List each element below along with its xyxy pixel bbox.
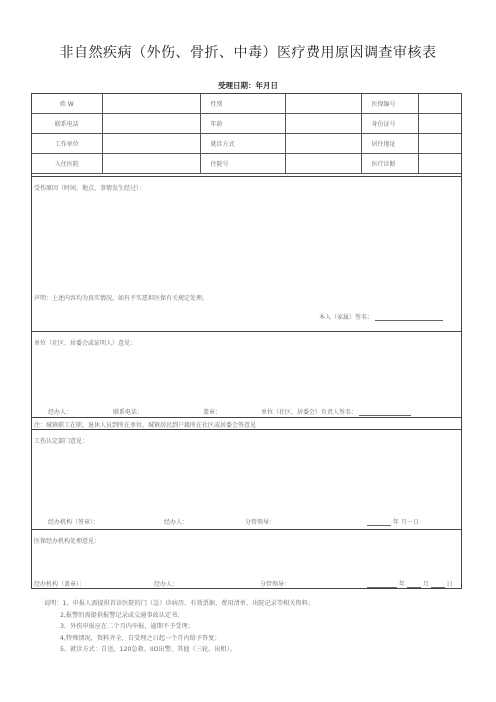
insurance-number-field[interactable] (418, 94, 461, 114)
dept-leader-label: 分管领导： (245, 519, 276, 526)
employer-field[interactable] (102, 134, 200, 154)
hospital-label: 入住医院 (32, 154, 102, 174)
date-underline (367, 519, 391, 526)
age-label: 年龄 (200, 114, 285, 134)
address-label: 居住地址 (361, 134, 418, 154)
inpatient-number-label: 住院号 (200, 154, 285, 174)
unit-opinion-label: 单位（社区、居委会或证明人）意见： (34, 340, 137, 347)
phone-label: 联系电话 (32, 114, 102, 134)
unit-stamp-label: 盖章： (203, 409, 222, 416)
diagnosis-label: 医疗诊断 (361, 154, 418, 174)
phone-field[interactable] (102, 114, 200, 134)
date-year: 年 (398, 581, 405, 588)
insurance-handler-label: 经办人： (154, 581, 179, 588)
insurance-date[interactable] (367, 579, 453, 588)
agency-sign-label: 经办机构（签章）： (48, 519, 100, 526)
id-number-field[interactable] (418, 114, 461, 134)
diagnosis-field[interactable] (418, 154, 461, 174)
visit-method-field[interactable] (285, 134, 361, 154)
insurance-opinion-label: 医保经办机构处理意见： (34, 538, 101, 545)
insurance-leader-label: 分管领导： (260, 581, 291, 588)
instructions (44, 598, 314, 656)
name-field[interactable] (102, 94, 200, 114)
table-row (32, 154, 461, 174)
gender-field[interactable] (285, 94, 361, 114)
injury-cause-section[interactable] (32, 176, 461, 332)
date-day: 日 (446, 581, 453, 588)
month-underline (407, 581, 421, 588)
work-injury-section[interactable] (32, 429, 461, 530)
signature-line[interactable] (319, 312, 443, 321)
declaration-text: 声明：上述内容均为真实情况，如有不实愿担医保有关规定处理。 (34, 295, 209, 302)
note-line: 2,报警的需提供报警记录或交通事故认定书； (60, 611, 184, 619)
note-line: 说明：1、申报人需提供首诊医院的门（急）诊病历、有效票据、费用清单、出院记录等相关资料； (44, 600, 314, 607)
name-label: 姓 W (32, 94, 102, 114)
injury-cause-label: 受伤原因（时间、地点、事情发生经过）： (34, 185, 146, 192)
dept-date-text: 年 月一日 (392, 519, 419, 526)
year-underline (367, 581, 397, 588)
date-month: 月 (422, 581, 429, 588)
note-line: 3、外伤申报应在二个月内申报，逾期不予受理； (60, 623, 194, 630)
inpatient-number-field[interactable] (285, 154, 361, 174)
id-number-label: 身份证号 (361, 114, 418, 134)
review-form (31, 93, 462, 589)
unit-leader-signature[interactable] (261, 407, 411, 416)
unit-leader-label: 单位（社区、居委会）负责人签名： (261, 409, 358, 416)
applicant-info-table (32, 94, 461, 174)
address-field[interactable] (418, 134, 461, 154)
age-field[interactable] (285, 114, 361, 134)
employer-label: 工作单位 (32, 134, 102, 154)
work-injury-label: 工伤认定部门意见： (34, 438, 89, 445)
note-line: 4,特殊情况，资料齐全，自受理之日起一个月内给予答复； (60, 634, 221, 642)
unit-phone-label: 联系电话： (113, 409, 144, 416)
signature-underline (375, 314, 443, 321)
dept-handler-label: 经办人： (164, 519, 189, 526)
hospital-field[interactable] (102, 154, 200, 174)
unit-opinion-section[interactable] (32, 331, 461, 430)
unit-handler-label: 经办人： (48, 409, 73, 416)
table-row (32, 94, 461, 114)
note-line: 5、就诊方式：自送、120急救、IIO出警、其他（三轮、出租）。 (60, 646, 236, 653)
signature-label: 本人（家属）签名： (319, 314, 374, 321)
unit-leader-underline (359, 409, 411, 416)
table-row (32, 114, 461, 134)
insurance-number-label: 医保编号 (361, 94, 418, 114)
page-title: 非自然疾病（外伤、骨折、中毒）医疗费用原因调查审核表 (59, 45, 437, 61)
day-underline (431, 581, 445, 588)
acceptance-date: 受理日期：年月日 (218, 81, 278, 90)
dept-date[interactable] (367, 517, 419, 526)
gender-label: 性别 (200, 94, 285, 114)
insurance-agency-section[interactable] (32, 529, 461, 590)
table-row (32, 134, 461, 154)
insurance-agency-label: 经办机构（盖章）： (34, 581, 86, 588)
visit-method-label: 就诊方式 (200, 134, 285, 154)
unit-note-text: 注：城镇职工在职、退休人员到所在单位，城镇居民到户籍所在社区或居委会签意见 (34, 422, 257, 429)
